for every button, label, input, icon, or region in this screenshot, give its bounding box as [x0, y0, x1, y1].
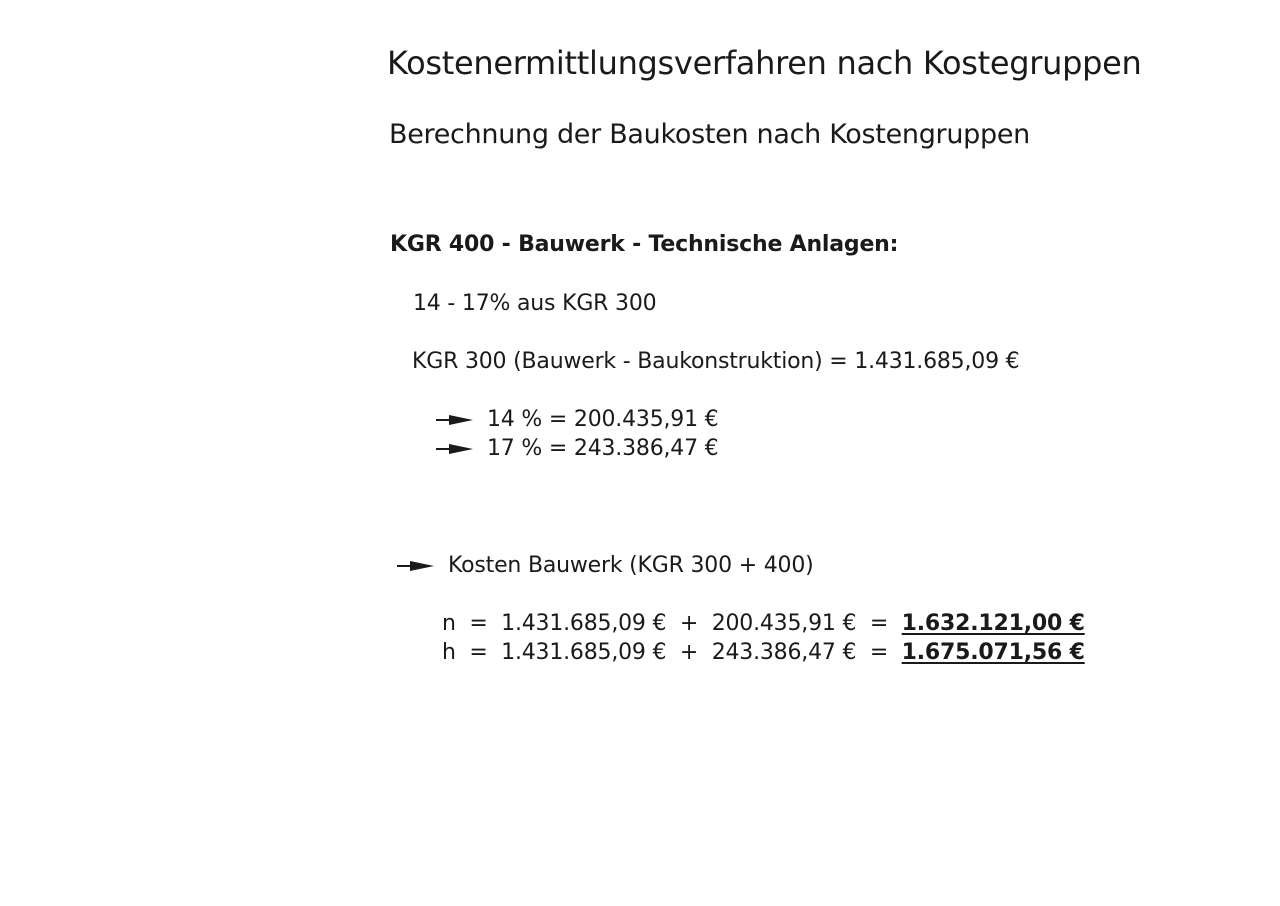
calculation-expression-n: n = 1.431.685,09 € + 200.435,91 € =: [442, 611, 902, 636]
arrow-right-icon: [435, 412, 473, 428]
arrow-right-icon: [435, 441, 473, 457]
page-subtitle: Berechnung der Baukosten nach Kostengruppen: [389, 119, 1030, 150]
percentage-value-17: 17 % = 243.386,47 €: [487, 436, 719, 461]
arrow-right-icon: [396, 558, 434, 574]
calculation-result-n: 1.632.121,00 €: [901, 611, 1085, 636]
page-title: Kostenermittlungsverfahren nach Kostegruppen: [387, 44, 1142, 82]
percentage-row-14: [435, 407, 718, 432]
calculation-result-h: 1.675.071,56 €: [901, 640, 1085, 665]
section-heading-kgr-400: KGR 400 - Bauwerk - Technische Anlagen:: [390, 232, 899, 257]
percentage-range-text: 14 - 17% aus KGR 300: [413, 291, 657, 316]
percentage-row-17: [435, 436, 718, 461]
total-heading-row: [396, 553, 814, 578]
total-heading: Kosten Bauwerk (KGR 300 + 400): [448, 553, 814, 578]
kgr-300-base-line: KGR 300 (Bauwerk - Baukonstruktion) = 1.431.685,09 €: [412, 349, 1020, 374]
calculation-row-h: [442, 640, 1085, 665]
calculation-row-n: [442, 611, 1085, 636]
percentage-value-14: 14 % = 200.435,91 €: [487, 407, 719, 432]
calculation-expression-h: h = 1.431.685,09 € + 243.386,47 € =: [442, 640, 902, 665]
